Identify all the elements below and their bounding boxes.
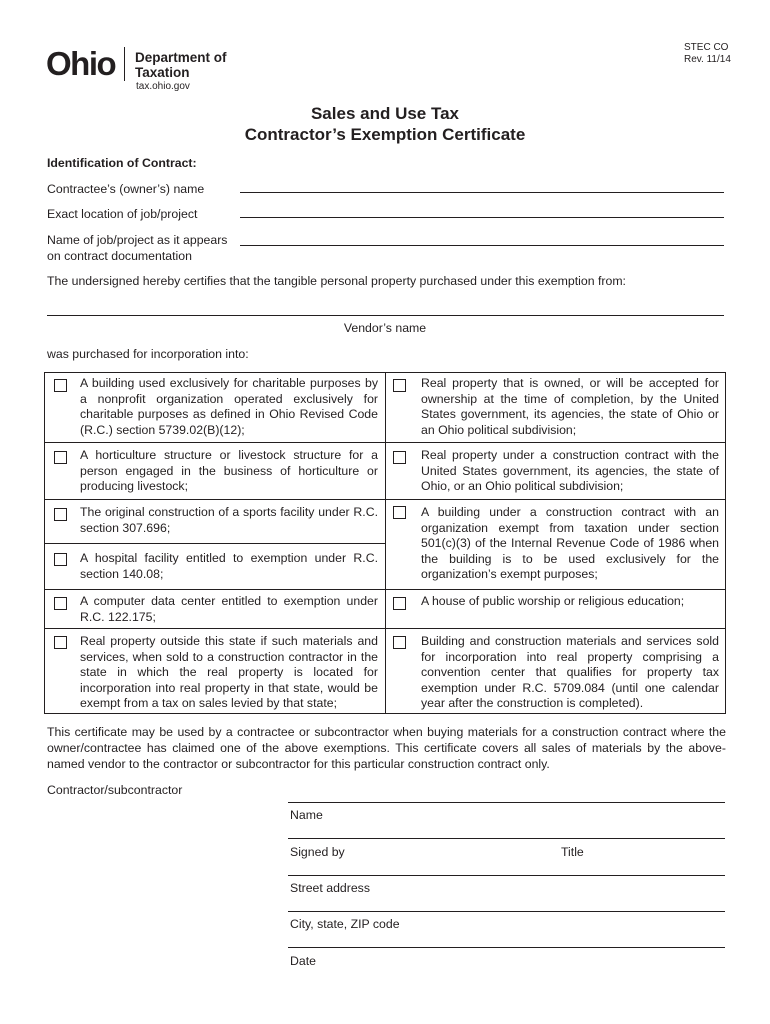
contractor-name-field[interactable] xyxy=(288,788,725,803)
exemption-checkbox-government-contract[interactable] xyxy=(393,451,406,464)
project-name-label-line-1: Name of job/project as it appears xyxy=(47,233,228,247)
exemption-text-public-worship: A house of public worship or religious education; xyxy=(421,594,685,608)
exemption-checkbox-charitable[interactable] xyxy=(54,379,67,392)
identification-heading: Identification of Contract: xyxy=(47,156,197,170)
location-label: Exact location of job/project xyxy=(47,207,198,221)
exemption-text-horticulture: A horticulture structure or livestock structure for a person engaged in the business of horticulture or producing livestock; xyxy=(80,448,378,493)
exemption-text-government-contract: Real property under a construction contract with the United States government, its agencies, the state of Ohio, or an Ohio political subdivision; xyxy=(421,448,719,493)
exemption-checkbox-501c3[interactable] xyxy=(393,506,406,519)
contractee-field[interactable] xyxy=(240,178,724,193)
exemption-checkbox-out-of-state[interactable] xyxy=(54,636,67,649)
exemption-checkbox-horticulture[interactable] xyxy=(54,451,67,464)
department-name xyxy=(135,50,227,80)
right-row-separator xyxy=(385,499,726,500)
exemption-text-501c3: A building under a construction contract with an organization exempt from taxation under section 501(c)(3) of the Internal Revenue Code of 1986 when the building is to be used exclusively for the organization’s exempt purposes; xyxy=(421,505,719,581)
exemption-checkbox-data-center[interactable] xyxy=(54,597,67,610)
street-address-field[interactable] xyxy=(288,861,725,876)
purchased-for-label: was purchased for incorporation into: xyxy=(47,347,249,361)
project-name-label-line-2: on contract documentation xyxy=(47,248,192,263)
left-row-separator xyxy=(44,499,385,500)
signed-by-field[interactable] xyxy=(288,824,725,839)
exemption-checkbox-sports-facility[interactable] xyxy=(54,508,67,521)
contractee-label: Contractee’s (owner’s) name xyxy=(47,182,205,196)
department-line-2: Taxation xyxy=(135,65,190,80)
right-row-separator xyxy=(385,589,726,590)
exemption-text-government-owned: Real property that is owned, or will be accepted for ownership at the time of completion, by the United States government, its agencies, the state of Ohio or an Ohio political subdivision; xyxy=(421,376,719,437)
department-line-1: Department of xyxy=(135,50,227,65)
contractor-name-label: Name xyxy=(290,808,323,822)
title-line-1: Sales and Use Tax xyxy=(310,104,460,123)
logo-divider xyxy=(124,47,125,81)
left-row-separator xyxy=(44,589,385,590)
exemption-text-out-of-state: Real property outside this state if such materials and services, when sold to a construction contractor in the state in which the real property is located for incorporation into real property in that state, would be exempt from a tax on sales levied by that state; xyxy=(80,634,378,710)
exemption-checkbox-public-worship[interactable] xyxy=(393,597,406,610)
form-number-block xyxy=(684,42,731,66)
street-address-label: Street address xyxy=(290,881,370,895)
exemption-table-divider xyxy=(385,372,386,714)
exemption-text-charitable: A building used exclusively for charitable purposes by a nonprofit organization operated exclusively for charitable purposes as defined in Ohio Revised Code (R.C.) section 5739.02(B)(12); xyxy=(80,376,378,437)
right-row-separator xyxy=(385,442,726,443)
certification-statement: The undersigned hereby certifies that the tangible personal property purchased under this exemption from: xyxy=(47,274,626,288)
city-state-zip-field[interactable] xyxy=(288,897,725,912)
project-name-label xyxy=(47,233,227,264)
form-number: STEC CO xyxy=(684,42,729,53)
vendor-name-label: Vendor’s name xyxy=(343,321,427,335)
contractor-heading: Contractor/subcontractor xyxy=(47,783,183,797)
ohio-logo: Ohio xyxy=(46,45,116,82)
title-label: Title xyxy=(561,845,584,859)
exemption-checkbox-convention-center[interactable] xyxy=(393,636,406,649)
exemption-text-convention-center: Building and construction materials and services sold for incorporation into real property comprising a convention center that qualifies for property tax exemption under R.C. 5709.084 (until one calendar year after the construction is completed). xyxy=(421,634,719,710)
left-row-separator xyxy=(44,442,385,443)
exemption-checkbox-hospital[interactable] xyxy=(54,553,67,566)
date-field[interactable] xyxy=(288,933,725,948)
website-url: tax.ohio.gov xyxy=(136,81,190,92)
city-state-zip-label: City, state, ZIP code xyxy=(290,917,400,931)
title-line-2: Contractor’s Exemption Certificate xyxy=(244,125,526,144)
date-label: Date xyxy=(290,954,316,968)
form-title xyxy=(0,103,770,145)
form-revision: Rev. 11/14 xyxy=(684,54,731,65)
exemption-text-data-center: A computer data center entitled to exemption under R.C. 122.175; xyxy=(80,594,378,624)
vendor-name-field[interactable] xyxy=(47,301,724,316)
exemption-text-sports-facility: The original construction of a sports facility under R.C. section 307.696; xyxy=(80,505,378,535)
usage-note: This certificate may be used by a contractee or subcontractor when buying materials for a construction contract where the owner/contractee has claimed one of the above exemptions. This certificate covers all sales of materials by the above-named vendor to the contractor or subcontractor for this particular construction contract only. xyxy=(47,725,726,771)
signed-by-label: Signed by xyxy=(290,845,345,859)
right-row-separator xyxy=(385,628,726,629)
location-field[interactable] xyxy=(240,203,724,218)
project-name-field[interactable] xyxy=(240,231,724,246)
exemption-text-hospital: A hospital facility entitled to exemption under R.C. section 140.08; xyxy=(80,551,378,581)
left-row-separator xyxy=(44,628,385,629)
exemption-checkbox-government-owned[interactable] xyxy=(393,379,406,392)
left-row-separator xyxy=(44,543,385,544)
